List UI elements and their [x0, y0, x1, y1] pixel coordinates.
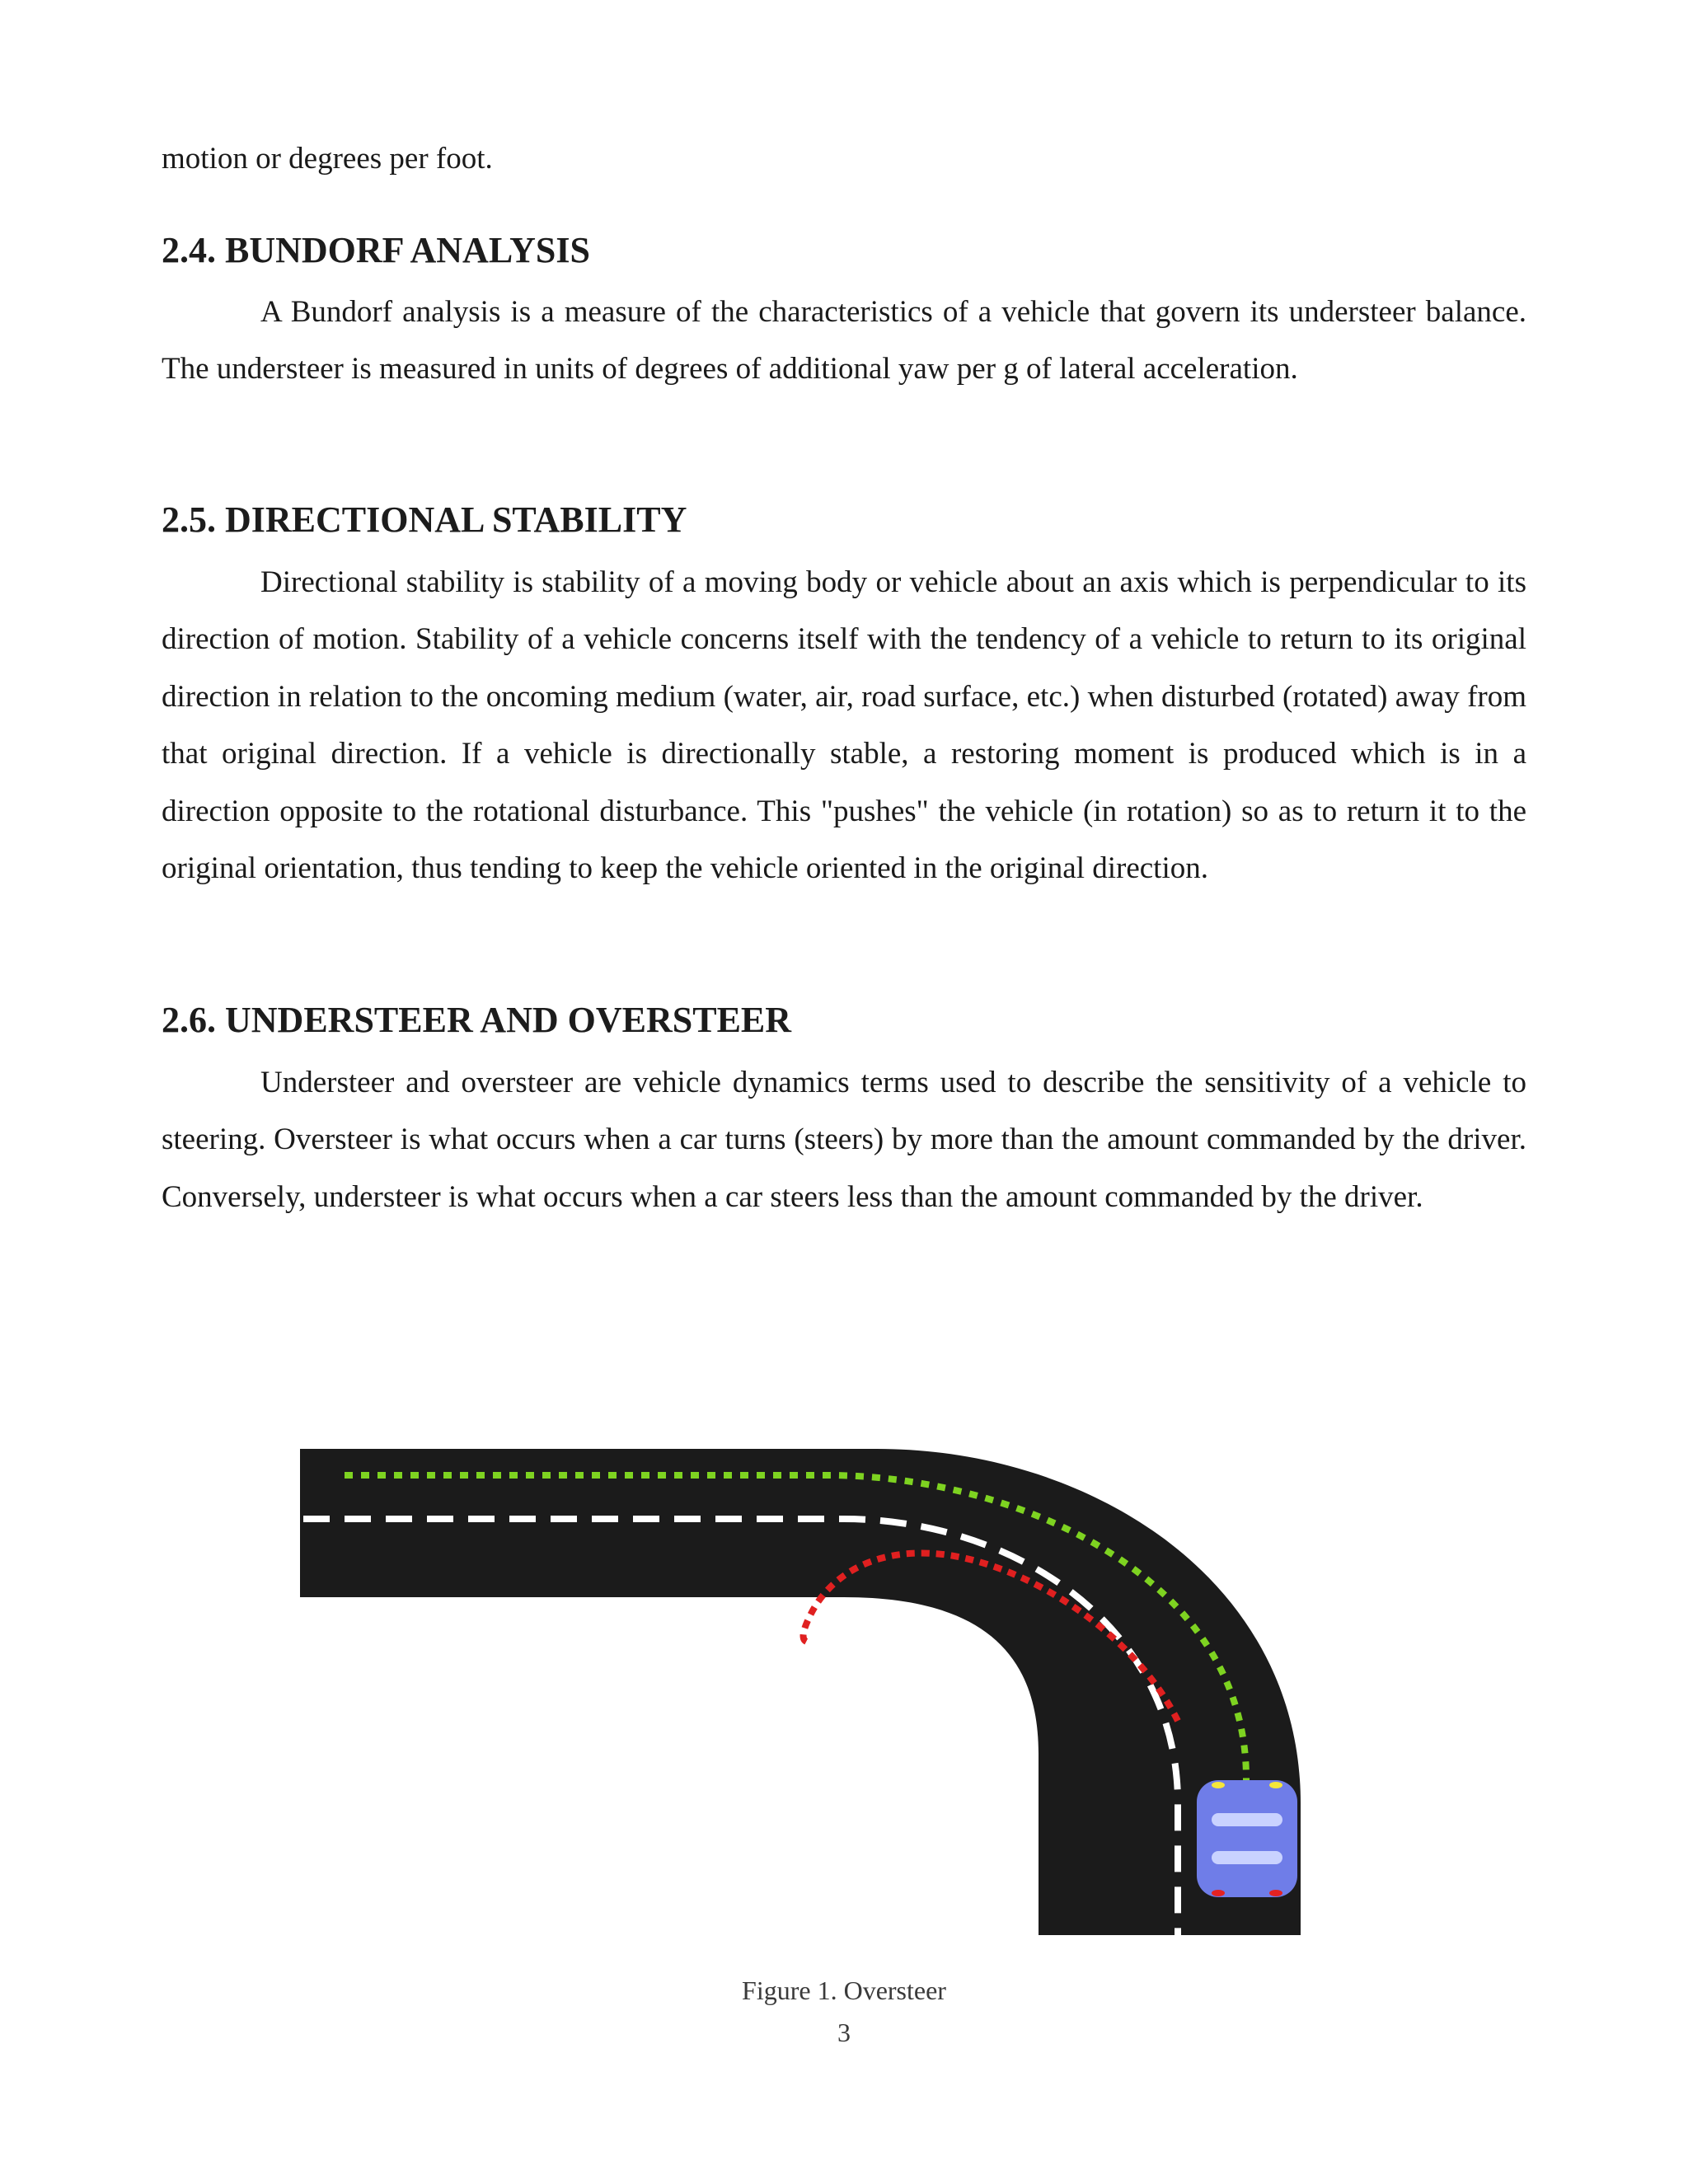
heading-directional-stability: 2.5. DIRECTIONAL STABILITY: [162, 499, 687, 540]
car-window-rear: [1212, 1851, 1282, 1864]
heading-understeer-oversteer: 2.6. UNDERSTEER AND OVERSTEER: [162, 1000, 792, 1040]
section-body: [162, 284, 1526, 398]
oversteer-figure: [300, 1449, 1301, 1935]
page-number: 3: [837, 2018, 851, 2047]
section-body: [162, 1054, 1526, 1226]
section-heading: [162, 497, 1526, 543]
road-illustration: [300, 1449, 1301, 1935]
paragraph-bundorf-analysis: A Bundorf analysis is a measure of the characteristics of a vehicle that govern its understeer balance. The understeer is measured in units of degrees of additional yaw per g of lateral acceleration.: [162, 295, 1526, 387]
car-window-front: [1212, 1813, 1282, 1826]
headlight-right: [1269, 1782, 1282, 1788]
taillight-right: [1269, 1890, 1282, 1896]
figure-caption: Figure 1. Oversteer: [742, 1975, 946, 2005]
section-body: [162, 554, 1526, 897]
section-heading: [162, 997, 1526, 1043]
paragraph-directional-stability: Directional stability is stability of a moving body or vehicle about an axis which is perpendicular to its direction of motion. Stability of a vehicle concerns itself with the tendency of a vehicle to return to its original direction in relation to the oncoming medium (water, air, road surface, etc.) when disturbed (rotated) away from that original direction. If a vehicle is directionally stable, a restoring moment is produced which is in a direction opposite to the rotational disturbance. This "pushes" the vehicle (in rotation) so as to return it to the original orientation, thus tending to keep the vehicle oriented in the original direction.: [162, 565, 1526, 886]
paragraph-understeer-oversteer: Understeer and oversteer are vehicle dynamics terms used to describe the sensitivity of a vehicle to steering. Oversteer is what occurs when a car turns (steers) by more than the amount commanded by the driver. Conversely, understeer is what occurs when a car steers less than the amount commanded by the driver.: [162, 1066, 1526, 1214]
heading-bundorf-analysis: 2.4. BUNDORF ANALYSIS: [162, 230, 590, 270]
continuation-text: [162, 130, 1526, 187]
car: [1197, 1780, 1297, 1897]
headlight-left: [1212, 1782, 1225, 1788]
car-body: [1197, 1780, 1297, 1897]
paragraph: motion or degrees per foot.: [162, 142, 493, 176]
taillight-left: [1212, 1890, 1225, 1896]
section-heading: [162, 227, 1526, 274]
